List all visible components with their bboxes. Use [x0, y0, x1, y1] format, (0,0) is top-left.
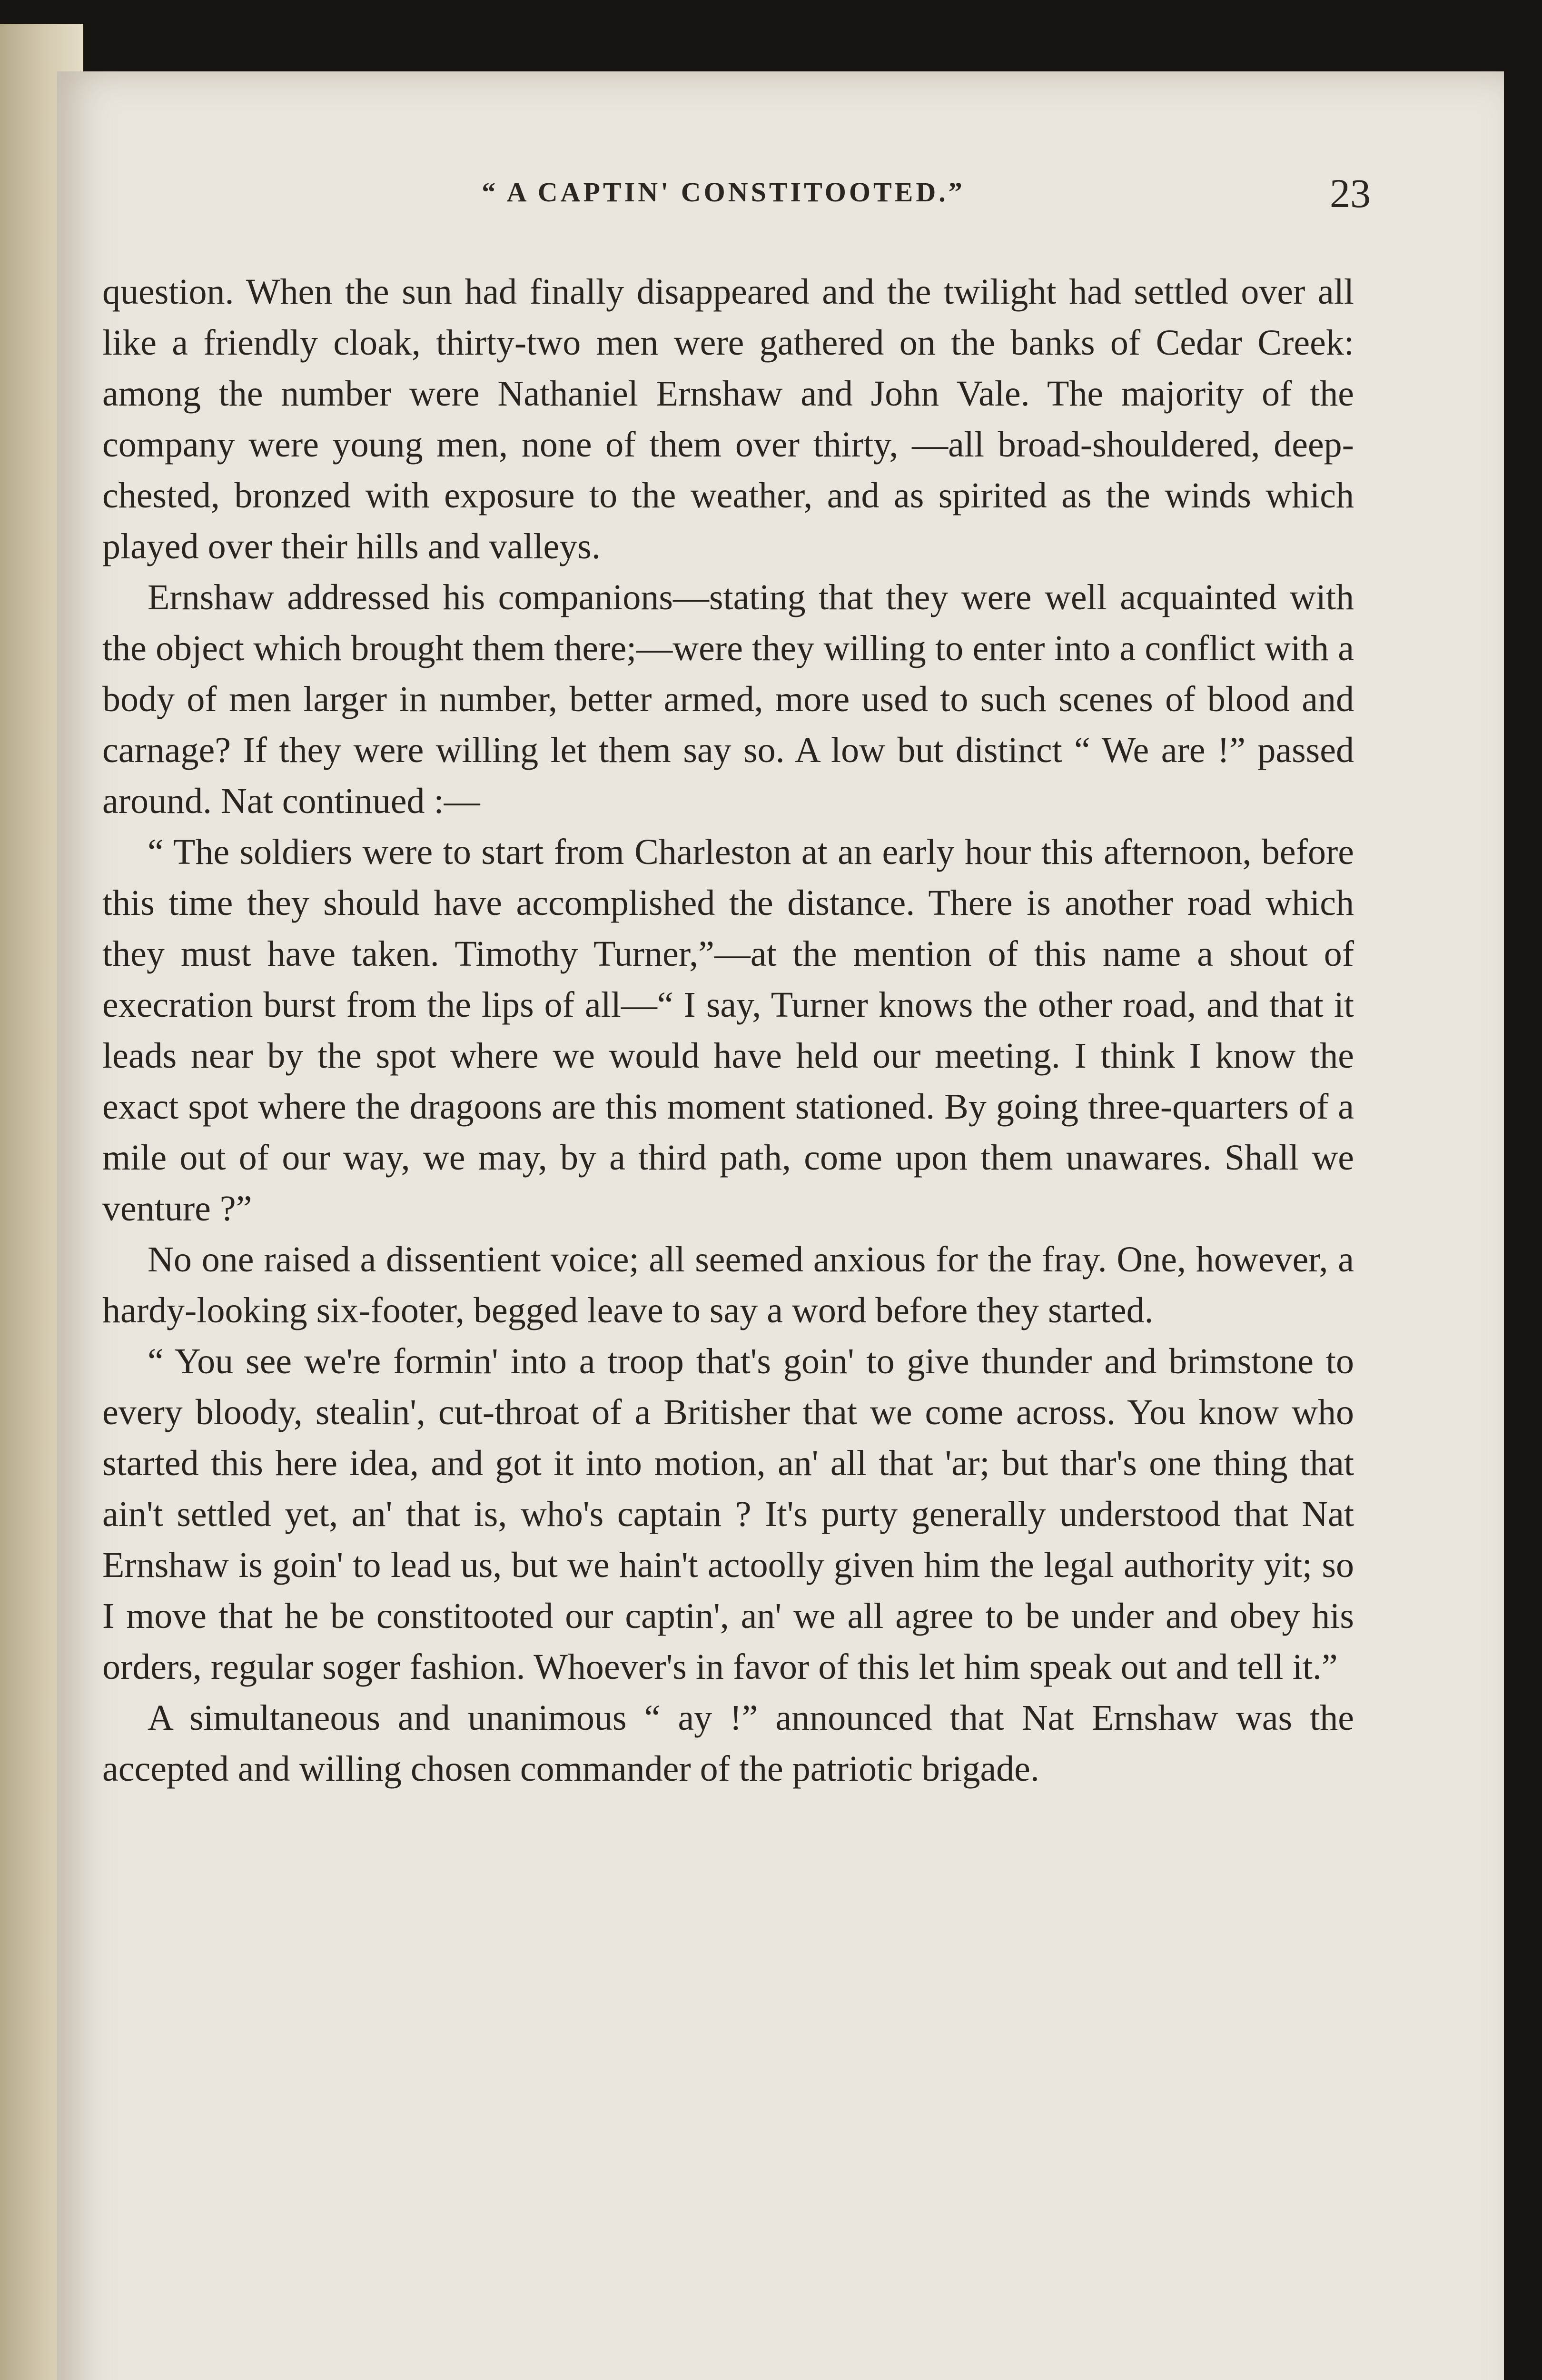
paragraph: “ You see we're formin' into a troop that's goin' to give thunder and brimstone to every bloody, stealin', cut-throat of a Britisher that we come across. You know who started this here idea, and got it into motion, an' all that 'ar; but thar's one thing that ain't settled yet, an' that is, who's captain ? It's purty generally understood that Nat Ernshaw is goin' to lead us, but we hain't actoolly given him the legal authority yit; so I move that he be constitooted our captin', an' we all agree to be under and obey his orders, regular soger fashion. Whoever's in favor of this let him speak out and tell it.” [102, 1341, 1354, 1687]
paragraph: No one raised a dissentient voice; all seemed anxious for the fray. One, however, a hardy-looking six-footer, begged leave to say a word before they started. [102, 1240, 1354, 1330]
body-text [102, 267, 1354, 1795]
paragraph: A simultaneous and unanimous “ ay !” announced that Nat Ernshaw was the accepted and willing chosen commander of the patriotic brigade. [102, 1698, 1354, 1789]
page-number: 23 [1330, 170, 1371, 216]
paragraph: Ernshaw addressed his companions—stating that they were well acquainted with the object which brought them there;—were they willing to enter into a conflict with a body of men larger in number, better armed, more used to such scenes of blood and carnage? If they were willing let them say so. A low but distinct “ We are !” passed around. Nat continued :— [102, 577, 1354, 821]
paragraph: question. When the sun had finally disappeared and the twilight had settled over all like a friendly cloak, thirty-two men were gathered on the banks of Cedar Creek: among the number were Nathaniel Ernshaw and John Vale. The majority of the company were young men, none of them over thirty, —all broad-shouldered, deep-chested, bronzed with exposure to the weather, and as spirited as the winds which played over their hills and valleys. [102, 272, 1354, 566]
paragraph: “ The soldiers were to start from Charleston at an early hour this afternoon, before this time they should have accomplished the distance. There is another road which they must have taken. Timothy Turner,”—at the mention of this name a shout of execration burst from the lips of all—“ I say, Turner knows the other road, and that it leads near by the spot where we would have held our meeting. I think I know the exact spot where the dragoons are this moment stationed. By going three-quarters of a mile out of our way, we may, by a third path, come upon them unawares. Shall we venture ?” [102, 832, 1354, 1229]
book-page [57, 71, 1504, 2380]
running-title: “ A CAPTIN' CONSTITOOTED.” [482, 177, 965, 208]
page-header [105, 167, 1371, 224]
